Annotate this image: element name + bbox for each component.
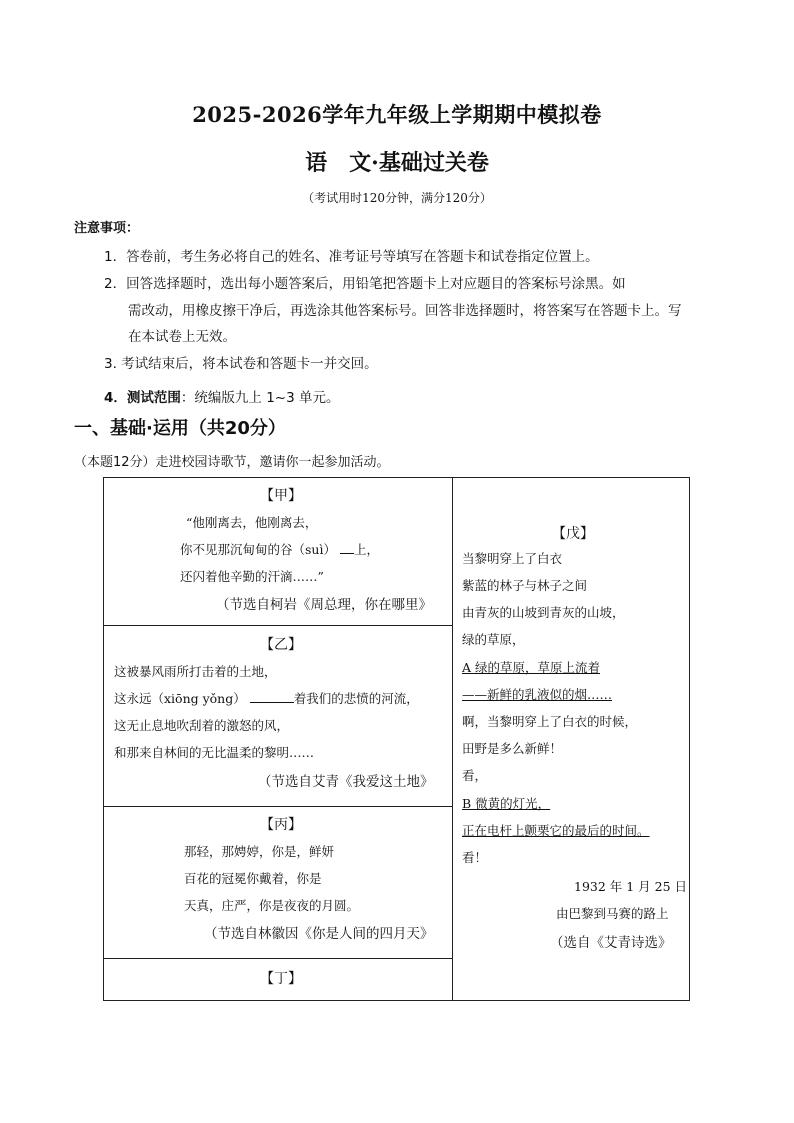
- poem-wu-line-8: 田野是多么新鲜！: [462, 741, 563, 756]
- poem-bing-line-3: 天真，庄严，你是夜夜的月圆。: [184, 898, 360, 913]
- poem-ding-label: 【丁】: [260, 971, 302, 987]
- table-divider-3: [104, 958, 452, 959]
- poem-yi-source: （节选自艾青《我爱这土地》: [258, 774, 434, 790]
- question-intro: （本题12分）走进校园诗歌节，邀请你一起参加活动。: [74, 455, 390, 470]
- poem-wu-line-7: 啊，当黎明穿上了白衣的时候，: [462, 714, 638, 729]
- poem-wu-line-11: 正在电杆上颤栗它的最后的时间。: [462, 823, 650, 838]
- table-divider-vertical: [452, 478, 453, 1000]
- poem-wu-place: 由巴黎到马赛的路上: [556, 906, 669, 921]
- notice-item-4-label: 4．测试范围: [104, 390, 181, 406]
- poem-yi-line-2b: 着我们的悲愤的河流，: [293, 691, 419, 706]
- poem-jia-line-2a: 你不见那沉甸甸的谷（suì）: [180, 542, 336, 557]
- poem-wu-line-4: 绿的草原，: [462, 632, 525, 647]
- poem-jia-line-2b: 上，: [353, 542, 379, 557]
- poem-wu-line-12: 看！: [462, 850, 488, 865]
- answer-blank-2[interactable]: [250, 690, 294, 703]
- poem-wu-line-5: A 绿的草原，草原上流着: [462, 660, 601, 675]
- exam-info: （考试用时120分钟，满分120分）: [302, 191, 492, 205]
- notice-heading: 注意事项：: [74, 221, 140, 236]
- poem-wu-line-10: B 微黄的灯光，: [462, 796, 551, 811]
- poem-bing-source: （节选自林徽因《你是人间的四月天》: [204, 926, 434, 942]
- notice-item-3: 3. 考试结束后，将本试卷和答题卡一并交回。: [104, 356, 378, 372]
- notice-item-2-line-3: 在本试卷上无效。: [128, 329, 236, 345]
- exam-subtitle: 语 文·基础过关卷: [305, 150, 489, 176]
- poem-bing-line-1: 那轻，那娉婷，你是，鲜妍: [184, 844, 335, 859]
- poem-wu-source: （选自《艾青诗选》: [550, 935, 672, 951]
- poem-wu-date: 1932 年 1 月 25 日: [574, 879, 688, 894]
- notice-item-2-line-2: 需改动，用橡皮擦干净后，再选涂其他答案标号。回答非选择题时，将答案写在答题卡上。写: [128, 303, 682, 319]
- poem-yi-line-2: [114, 689, 419, 707]
- poem-wu-line-6: ——新鲜的乳液似的烟……: [462, 687, 613, 702]
- poem-jia-line-1: “他刚离去，他刚离去，: [186, 515, 318, 530]
- notice-item-1: 1．答卷前，考生务必将自己的姓名、准考证号等填写在答题卡和试卷指定位置上。: [104, 249, 599, 265]
- poem-table: [103, 477, 690, 1001]
- poem-jia-line-3: 还闪着他辛勤的汗滴……”: [180, 569, 324, 584]
- poem-yi-line-4: 和那来自林间的无比温柔的黎明……: [114, 745, 315, 760]
- poem-wu-label: 【戊】: [552, 526, 594, 542]
- poem-yi-label: 【乙】: [260, 637, 302, 653]
- poem-bing-label: 【丙】: [260, 817, 302, 833]
- poem-jia-source: （节选自柯岩《周总理，你在哪里》: [216, 597, 432, 613]
- poem-wu-line-3: 由青灰的山坡到青灰的山坡，: [462, 605, 625, 620]
- poem-jia-label: 【甲】: [260, 488, 302, 504]
- table-divider-2: [104, 806, 452, 807]
- notice-item-2-line-1: 2．回答选择题时，选出每小题答案后，用铅笔把答题卡上对应题目的答案标号涂黑。如: [104, 276, 626, 292]
- section-title: 一、基础·运用（共20分）: [74, 418, 286, 439]
- exam-title: 2025-2026学年九年级上学期期中模拟卷: [192, 102, 602, 127]
- poem-yi-line-2a: 这永远（xiōng yǒng）: [114, 691, 246, 706]
- poem-wu-line-2: 紫蓝的林子与林子之间: [462, 578, 588, 593]
- poem-bing-line-2: 百花的冠冕你戴着，你是: [184, 871, 322, 886]
- poem-wu-line-1: 当黎明穿上了白衣: [462, 551, 563, 566]
- poem-yi-line-1: 这被暴风雨所打击着的土地，: [114, 664, 277, 679]
- table-divider-1: [104, 625, 452, 626]
- notice-item-4: [104, 386, 339, 406]
- poem-yi-line-3: 这无止息地吹刮着的激怒的风，: [114, 718, 290, 733]
- poem-wu-line-9: 看，: [462, 768, 488, 783]
- poem-jia-line-2: [180, 540, 379, 558]
- answer-blank-1[interactable]: [340, 541, 354, 554]
- notice-item-4-text: ：统编版九上 1~3 单元。: [180, 390, 340, 406]
